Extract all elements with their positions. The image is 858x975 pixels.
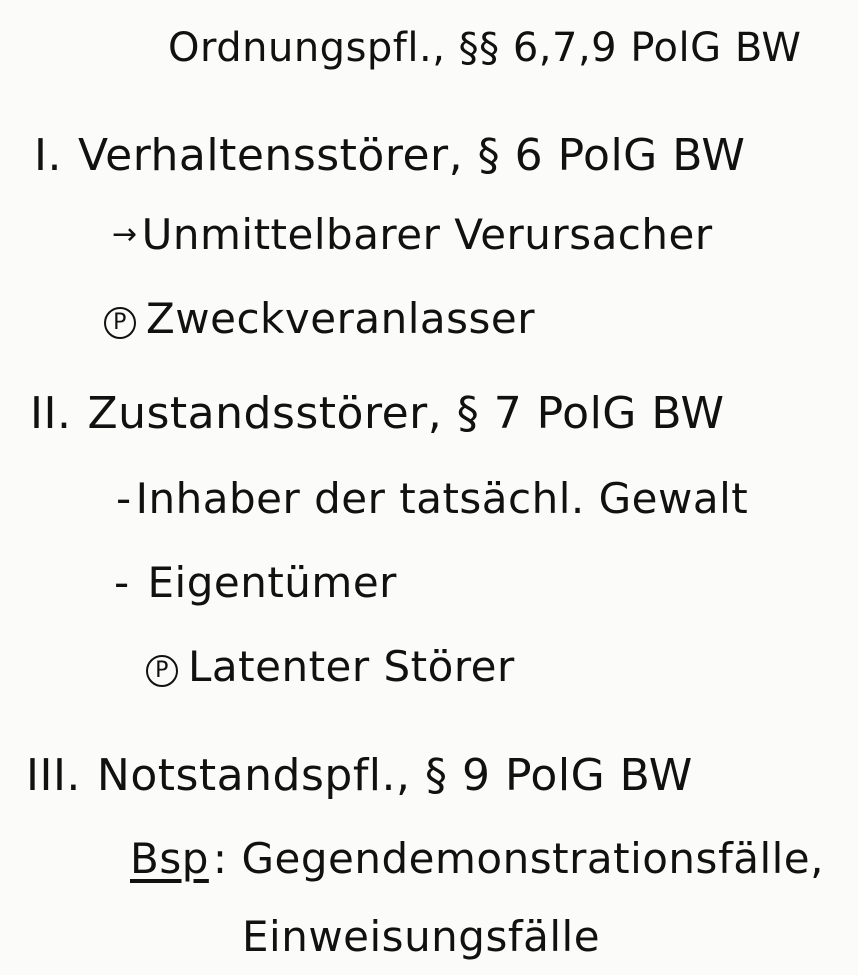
circled-p-problem-icon: P [146, 655, 178, 687]
section-1-item-2-text: Zweckveranlasser [146, 294, 535, 343]
dash-bullet-icon: - [116, 474, 132, 523]
section-3-heading [26, 750, 693, 801]
section-2-item-2-text: Eigentümer [147, 558, 397, 607]
section-1-item-1 [112, 210, 713, 259]
section-2-item-1 [116, 474, 749, 523]
note-title: Ordnungspfl., §§ 6,7,9 PolG BW [168, 25, 802, 71]
section-2-number: II. [30, 388, 72, 439]
section-1-heading-text: Verhaltensstörer, § 6 PolG BW [77, 130, 746, 181]
section-3-number: III. [26, 750, 81, 801]
section-3-heading-text: Notstandspfl., § 9 PolG BW [96, 750, 693, 801]
section-2-heading [30, 388, 725, 439]
section-1-heading [34, 130, 746, 181]
section-2-item-1-text: Inhaber der tatsächl. Gewalt [135, 474, 749, 523]
arrow-right-icon: → [112, 217, 138, 252]
circled-p-problem-icon: P [104, 307, 136, 339]
section-2-item-2 [114, 558, 397, 607]
example-label: Bsp [130, 834, 209, 883]
section-2-item-3 [146, 642, 515, 691]
section-3-example-line-2 [242, 912, 601, 961]
section-1-item-1-text: Unmittelbarer Verursacher [141, 210, 713, 259]
section-1-item-2 [104, 294, 535, 343]
dash-bullet-icon: - [114, 558, 130, 607]
section-1-number: I. [34, 130, 62, 181]
section-3-example-line-1 [130, 834, 824, 883]
example-colon: : [212, 834, 228, 883]
section-2-item-3-text: Latenter Störer [188, 642, 515, 691]
example-text-1: Gegendemonstrationsfälle, [241, 834, 824, 883]
section-2-heading-text: Zustandsstörer, § 7 PolG BW [87, 388, 725, 439]
example-text-2: Einweisungsfälle [242, 912, 601, 961]
